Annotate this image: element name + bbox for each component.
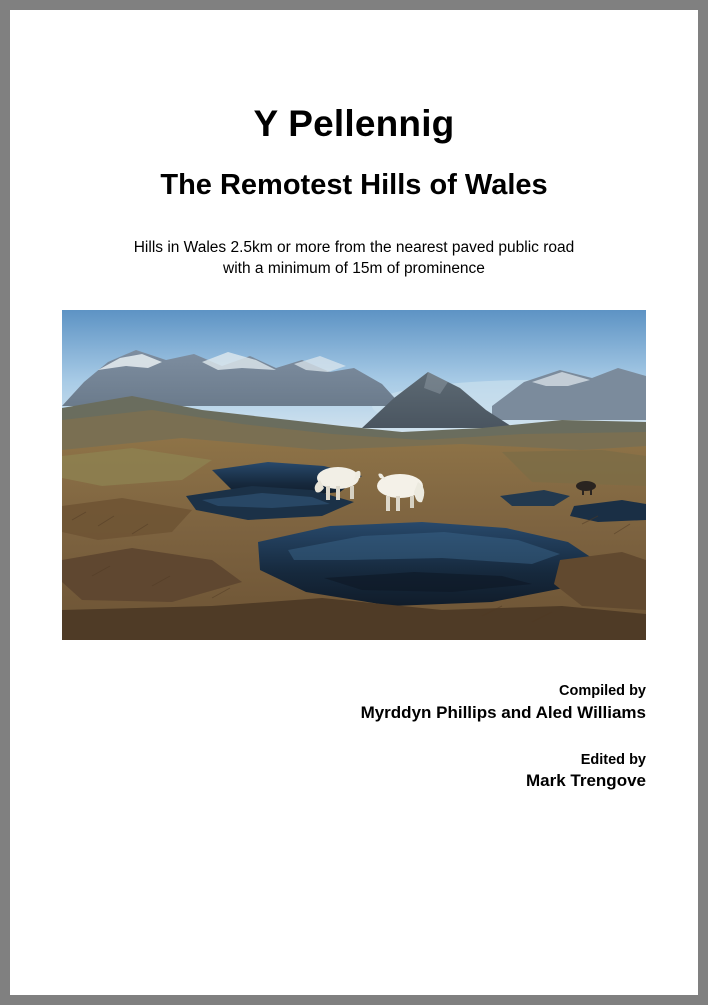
credit-role-edited: Edited by xyxy=(580,751,646,768)
credit-compiled xyxy=(226,682,646,725)
page-subtitle: The Remotest Hills of Wales xyxy=(160,169,548,201)
credit-names-compiled: Myrddyn Phillips and Aled Williams xyxy=(360,702,646,722)
credit-names-edited: Mark Trengove xyxy=(526,771,646,791)
cover-description-line-2: with a minimum of 15m of prominence xyxy=(223,259,485,277)
cover-image xyxy=(62,310,646,640)
credits-block xyxy=(226,682,646,793)
cover-description-line-1: Hills in Wales 2.5km or more from the nearest paved public road xyxy=(133,239,575,256)
credit-edited xyxy=(226,751,646,794)
book-cover-page xyxy=(10,10,698,995)
credit-role-compiled: Compiled by xyxy=(558,683,646,699)
distant-animal xyxy=(576,481,596,491)
page-title: Y Pellennig xyxy=(253,103,455,144)
cover-description xyxy=(10,202,698,280)
moorland-pool-with-ponies-photo xyxy=(62,310,646,640)
